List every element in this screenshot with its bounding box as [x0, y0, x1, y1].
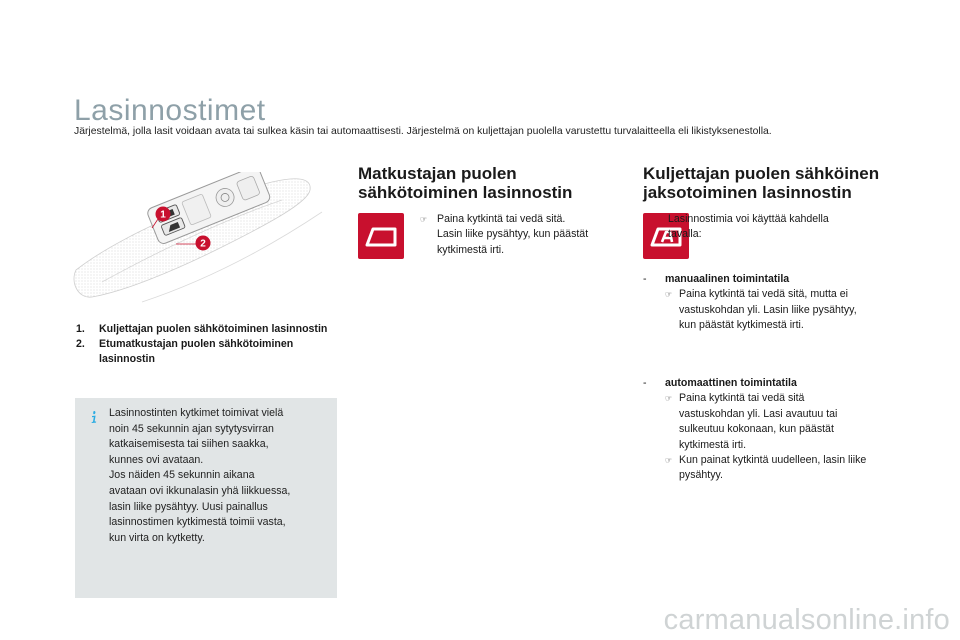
- driver-intro: Lasinnostimia voi käyttää kahdella tavalla:: [668, 213, 829, 241]
- driver-heading: Kuljettajan puolen sähköinen jaksotoiminen lasinnostin: [643, 164, 880, 202]
- passenger-instructions: [420, 212, 620, 258]
- page-title: Lasinnostimet: [74, 94, 266, 127]
- pointer-bullet-icon: ☞: [665, 394, 673, 404]
- pointer-bullet-icon: ☞: [665, 456, 673, 466]
- intro-text: Järjestelmä, jolla lasit voidaan avata tai sulkea käsin tai automaattisesti. Järjestelmä on kuljettajan puolella varustettu turvalaitteella eli likistyksenestolla.: [74, 126, 772, 137]
- list-item: ☞ Paina kytkintä tai vedä sitä, mutta ei vastuskohdan yli. Lasin liike pysähtyy, kun päästät kytkimestä irti.: [643, 287, 923, 333]
- list-item: ☞ Paina kytkintä tai vedä sitä vastuskohdan yli. Lasi avautuu tai sulkeutuu kokonaan, kun päästät kytkimestä irti.: [643, 391, 923, 453]
- info-box: Lasinnostinten kytkimet toimivat vielä noin 45 sekunnin ajan sytytysvirran katkaisemisesta tai siihen saakka, kunnes ovi avataan. Jos näiden 45 sekunnin aikana avataan ovi ikkunalasin yhä liikkuessa, lasin liike pysähtyy. Uusi painallus lasinnostimen kytkimestä toimii vasta, kun virta on kytketty.: [75, 398, 337, 598]
- pointer-bullet-icon: ☞: [665, 290, 673, 300]
- svg-text:1: 1: [160, 209, 166, 221]
- automatic-mode: - automaattinen toimintatila ☞ Paina kytkintä tai vedä sitä vastuskohdan yli. Lasi avautuu tai sulkeutuu kokonaan, kun päästät kytkimestä irti. ☞ Kun painat kytkintä uudelleen, lasin liike pysähtyy.: [643, 376, 923, 484]
- window-switch-icon: [358, 213, 404, 259]
- info-icon: [87, 410, 101, 424]
- svg-text:2: 2: [200, 238, 206, 250]
- door-switch-illustration: [72, 172, 334, 314]
- list-item: 1. Kuljettajan puolen sähkötoiminen lasinnostin: [76, 323, 328, 335]
- passenger-heading: Matkustajan puolen sähkötoiminen lasinnostin: [358, 164, 573, 202]
- list-item: ☞ Kun painat kytkintä uudelleen, lasin liike pysähtyy.: [643, 453, 923, 484]
- list-item: ☞ Paina kytkintä tai vedä sitä. Lasin liike pysähtyy, kun päästät kytkimestä irti.: [420, 212, 620, 258]
- callout-legend: [76, 322, 338, 367]
- list-item: 2. Etumatkustajan puolen sähkötoiminen lasinnostin: [76, 338, 294, 365]
- pointer-bullet-icon: ☞: [420, 215, 428, 224]
- watermark: carmanualsonline.info: [663, 604, 950, 636]
- manual-mode: - manuaalinen toimintatila ☞ Paina kytkintä tai vedä sitä, mutta ei vastuskohdan yli. Lasin liike pysähtyy, kun päästät kytkimestä irti.: [643, 272, 923, 334]
